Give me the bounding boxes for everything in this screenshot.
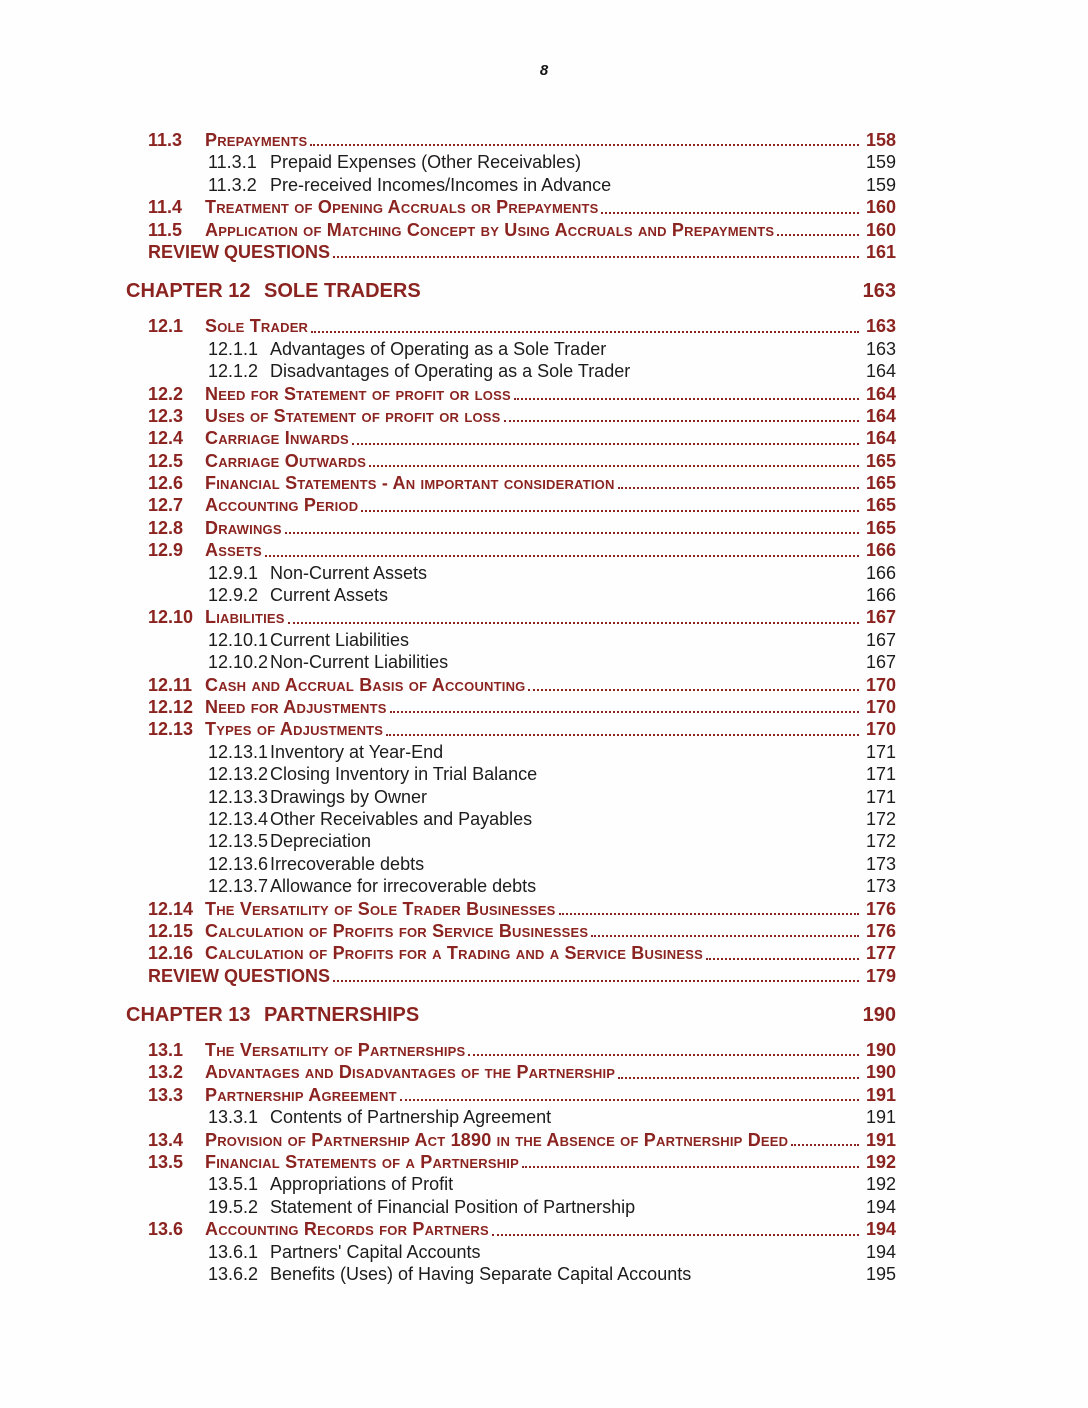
subsection-number: 12.1.1 <box>208 338 259 359</box>
toc-section-row <box>126 196 896 218</box>
subsection-page-number: 167 <box>865 629 896 650</box>
section-title: Provision of Partnership Act 1890 in the Absence of Partnership Deed <box>205 1129 789 1150</box>
subsection-title: Non-Current Liabilities <box>270 652 449 673</box>
section-page-number: 170 <box>865 674 896 695</box>
subsection-title: Inventory at Year-End <box>270 741 444 762</box>
toc-section-row <box>126 1039 896 1061</box>
leader-dots <box>285 532 859 534</box>
chapter-label: CHAPTER 13 <box>126 1004 251 1027</box>
section-title: Cash and Accrual Basis of Accounting <box>205 674 526 695</box>
toc-subsection-row <box>126 1263 896 1285</box>
section-number: 13.5 <box>148 1152 184 1173</box>
subsection-title: Irrecoverable debts <box>270 853 425 874</box>
section-number: 12.13 <box>148 719 194 740</box>
section-page-number: 176 <box>865 898 896 919</box>
subsection-number: 12.13.5 <box>208 831 269 852</box>
subsection-page-number: 171 <box>865 741 896 762</box>
toc-subsection-row <box>126 830 896 852</box>
toc-section-row <box>126 920 896 942</box>
toc-review-row <box>126 965 896 987</box>
leader-dots <box>777 234 859 236</box>
toc-section-row <box>126 472 896 494</box>
section-page-number: 164 <box>865 405 896 426</box>
toc-section-row <box>126 219 896 241</box>
toc-section-row <box>126 696 896 718</box>
section-page-number: 163 <box>865 316 896 337</box>
section-title: Need for Statement of profit or loss <box>205 383 511 404</box>
section-number: 12.10 <box>148 607 194 628</box>
toc-subsection-row <box>126 1241 896 1263</box>
toc-subsection-row <box>126 151 896 173</box>
leader-dots <box>791 1144 859 1146</box>
toc-review-row <box>126 241 896 263</box>
subsection-title: Prepaid Expenses (Other Receivables) <box>270 152 582 173</box>
section-number: 13.6 <box>148 1219 184 1240</box>
section-title: Financial Statements - An important consideration <box>205 473 615 494</box>
toc-subsection-row <box>126 629 896 651</box>
section-title: Advantages and Disadvantages of the Partnership <box>205 1062 616 1083</box>
toc-subsection-row <box>126 763 896 785</box>
section-number: 13.4 <box>148 1129 184 1150</box>
toc-section-row <box>126 898 896 920</box>
subsection-number: 13.5.1 <box>208 1174 259 1195</box>
toc-section-row <box>126 1151 896 1173</box>
leader-dots <box>618 487 859 489</box>
toc-subsection-row <box>126 338 896 360</box>
section-page-number: 165 <box>865 473 896 494</box>
leader-dots <box>528 689 859 691</box>
subsection-number: 12.9.1 <box>208 562 259 583</box>
toc-subsection-row <box>126 853 896 875</box>
section-page-number: 191 <box>865 1084 896 1105</box>
review-page-number: 179 <box>865 965 896 986</box>
section-title: Carriage Inwards <box>205 428 349 449</box>
toc-section-row <box>126 405 896 427</box>
section-page-number: 158 <box>865 130 896 150</box>
toc-subsection-row <box>126 360 896 382</box>
section-page-number: 160 <box>865 219 896 240</box>
section-page-number: 167 <box>865 607 896 628</box>
subsection-page-number: 192 <box>865 1174 896 1195</box>
section-title: Partnership Agreement <box>205 1084 397 1105</box>
section-title: Application of Matching Concept by Using Accruals and Prepayments <box>205 219 775 240</box>
subsection-title: Pre-received Incomes/Incomes in Advance <box>270 174 612 195</box>
toc-section-row <box>126 1129 896 1151</box>
subsection-number: 11.3.1 <box>208 152 257 173</box>
section-number: 11.5 <box>148 219 183 240</box>
leader-dots <box>390 711 859 713</box>
subsection-title: Closing Inventory in Trial Balance <box>270 764 538 785</box>
page-number: 8 <box>539 62 549 79</box>
chapter-title: PARTNERSHIPS <box>264 1004 420 1027</box>
subsection-number: 12.13.3 <box>208 786 269 807</box>
leader-dots <box>369 465 859 467</box>
subsection-title: Non-Current Assets <box>270 562 428 583</box>
section-number: 11.4 <box>148 197 183 218</box>
subsection-number: 12.10.2 <box>208 652 269 673</box>
subsection-page-number: 159 <box>865 152 896 173</box>
toc-section-row <box>126 1061 896 1083</box>
section-number: 12.12 <box>148 696 194 717</box>
subsection-page-number: 173 <box>865 876 896 897</box>
chapter-page-number: 163 <box>862 280 896 303</box>
section-title: Calculation of Profits for Service Businesses <box>205 920 589 941</box>
leader-dots <box>514 398 859 400</box>
section-number: 12.16 <box>148 943 194 964</box>
subsection-number: 19.5.2 <box>208 1196 259 1217</box>
subsection-page-number: 173 <box>865 853 896 874</box>
section-page-number: 164 <box>865 428 896 449</box>
review-title: REVIEW QUESTIONS <box>148 965 331 986</box>
leader-dots <box>601 212 859 214</box>
section-number: 12.14 <box>148 898 194 919</box>
subsection-number: 12.9.2 <box>208 585 259 606</box>
section-page-number: 166 <box>865 540 896 561</box>
toc-section-row <box>126 718 896 740</box>
section-title: Prepayments <box>205 130 308 150</box>
subsection-title: Current Assets <box>270 585 389 606</box>
section-title: Uses of Statement of profit or loss <box>205 405 501 426</box>
toc-subsection-row <box>126 875 896 897</box>
section-page-number: 176 <box>865 920 896 941</box>
section-page-number: 192 <box>865 1152 896 1173</box>
toc-subsection-row <box>126 651 896 673</box>
subsection-number: 12.13.1 <box>208 741 269 762</box>
section-number: 12.6 <box>148 473 184 494</box>
leader-dots <box>468 1054 859 1056</box>
section-number: 12.2 <box>148 383 184 404</box>
chapter-title: SOLE TRADERS <box>264 280 421 303</box>
subsection-number: 13.6.1 <box>208 1241 259 1262</box>
subsection-page-number: 171 <box>865 764 896 785</box>
section-number: 12.8 <box>148 517 184 538</box>
section-title: Types of Adjustments <box>205 719 384 740</box>
toc-section-row <box>126 129 896 151</box>
subsection-page-number: 166 <box>865 585 896 606</box>
toc-section-row <box>126 494 896 516</box>
leader-dots <box>311 331 859 333</box>
toc-section-row <box>126 942 896 964</box>
section-title: The Versatility of Sole Trader Businesses <box>205 898 556 919</box>
section-page-number: 164 <box>865 383 896 404</box>
leader-dots <box>706 958 859 960</box>
section-number: 13.1 <box>148 1040 184 1061</box>
leader-dots <box>333 256 859 258</box>
subsection-page-number: 194 <box>865 1241 896 1262</box>
subsection-number: 12.1.2 <box>208 361 259 382</box>
section-number: 12.3 <box>148 405 184 426</box>
leader-dots <box>310 144 859 146</box>
section-title: Carriage Outwards <box>205 450 367 471</box>
subsection-number: 12.13.6 <box>208 853 269 874</box>
section-number: 12.4 <box>148 428 184 449</box>
section-page-number: 165 <box>865 450 896 471</box>
toc-subsection-row <box>126 562 896 584</box>
leader-dots <box>288 622 859 624</box>
subsection-page-number: 166 <box>865 562 896 583</box>
subsection-page-number: 167 <box>865 652 896 673</box>
toc-section-row <box>126 606 896 628</box>
section-title: Accounting Records for Partners <box>205 1219 489 1240</box>
section-number: 13.3 <box>148 1084 184 1105</box>
subsection-page-number: 163 <box>865 338 896 359</box>
subsection-number: 12.13.7 <box>208 876 269 897</box>
leader-dots <box>559 913 859 915</box>
leader-dots <box>618 1077 859 1079</box>
section-title: Accounting Period <box>205 495 359 516</box>
leader-dots <box>591 935 859 937</box>
subsection-title: Appropriations of Profit <box>270 1174 454 1195</box>
toc-subsection-row <box>126 174 896 196</box>
section-number: 12.9 <box>148 540 184 561</box>
subsection-title: Other Receivables and Payables <box>270 808 533 829</box>
subsection-number: 13.3.1 <box>208 1107 259 1128</box>
chapter-page-number: 190 <box>862 1004 896 1027</box>
section-number: 12.7 <box>148 495 184 516</box>
section-title: Sole Trader <box>205 316 309 337</box>
toc-subsection-row <box>126 786 896 808</box>
section-page-number: 160 <box>865 197 896 218</box>
section-number: 12.15 <box>148 920 194 941</box>
toc-section-row <box>126 383 896 405</box>
subsection-title: Benefits (Uses) of Having Separate Capital Accounts <box>270 1263 692 1284</box>
subsection-title: Contents of Partnership Agreement <box>270 1107 552 1128</box>
section-title: Assets <box>205 540 262 561</box>
section-title: The Versatility of Partnerships <box>205 1040 466 1061</box>
toc-section-row <box>126 539 896 561</box>
section-title: Need for Adjustments <box>205 696 387 717</box>
section-number: 11.3 <box>148 130 183 150</box>
chapter-heading-row <box>126 277 896 305</box>
toc-section-row <box>126 517 896 539</box>
section-title: Liabilities <box>205 607 285 628</box>
leader-dots <box>386 734 859 736</box>
subsection-page-number: 195 <box>865 1263 896 1284</box>
section-page-number: 165 <box>865 495 896 516</box>
subsection-page-number: 171 <box>865 786 896 807</box>
leader-dots <box>400 1099 859 1101</box>
subsection-title: Partners' Capital Accounts <box>270 1241 481 1262</box>
toc-subsection-row <box>126 1106 896 1128</box>
leader-dots <box>361 510 859 512</box>
section-number: 12.1 <box>148 316 184 337</box>
leader-dots <box>504 420 859 422</box>
subsection-title: Current Liabilities <box>270 629 410 650</box>
subsection-number: 12.10.1 <box>208 629 269 650</box>
section-page-number: 170 <box>865 696 896 717</box>
subsection-title: Statement of Financial Position of Partnership <box>270 1196 636 1217</box>
subsection-number: 12.13.2 <box>208 764 269 785</box>
toc-section-row <box>126 315 896 337</box>
section-page-number: 190 <box>865 1040 896 1061</box>
section-title: Treatment of Opening Accruals or Prepayments <box>205 197 599 218</box>
subsection-page-number: 159 <box>865 174 896 195</box>
review-title: REVIEW QUESTIONS <box>148 241 331 262</box>
toc-subsection-row <box>126 584 896 606</box>
subsection-title: Disadvantages of Operating as a Sole Trader <box>270 361 631 382</box>
section-title: Calculation of Profits for a Trading and a Service Business <box>205 943 703 964</box>
subsection-page-number: 172 <box>865 831 896 852</box>
toc-list <box>126 129 896 1285</box>
toc-subsection-row <box>126 1173 896 1195</box>
section-page-number: 194 <box>865 1219 896 1240</box>
subsection-page-number: 172 <box>865 808 896 829</box>
subsection-page-number: 164 <box>865 361 896 382</box>
subsection-page-number: 194 <box>865 1196 896 1217</box>
review-page-number: 161 <box>865 241 896 262</box>
subsection-title: Depreciation <box>270 831 372 852</box>
leader-dots <box>492 1234 859 1236</box>
section-page-number: 190 <box>865 1062 896 1083</box>
leader-dots <box>265 555 859 557</box>
section-number: 13.2 <box>148 1062 184 1083</box>
toc-section-row <box>126 450 896 472</box>
subsection-number: 11.3.2 <box>208 174 257 195</box>
section-title: Drawings <box>205 517 282 538</box>
toc-section-row <box>126 427 896 449</box>
toc-section-row <box>126 674 896 696</box>
toc-section-row <box>126 1084 896 1106</box>
section-page-number: 191 <box>865 1129 896 1150</box>
section-number: 12.5 <box>148 450 184 471</box>
subsection-page-number: 191 <box>865 1107 896 1128</box>
chapter-label: CHAPTER 12 <box>126 280 251 303</box>
leader-dots <box>333 980 859 982</box>
subsection-title: Drawings by Owner <box>270 786 428 807</box>
chapter-heading-row <box>126 1001 896 1029</box>
section-number: 12.11 <box>148 674 193 695</box>
subsection-title: Advantages of Operating as a Sole Trader <box>270 338 607 359</box>
toc-subsection-row <box>126 741 896 763</box>
subsection-number: 12.13.4 <box>208 808 269 829</box>
subsection-number: 13.6.2 <box>208 1263 259 1284</box>
subsection-title: Allowance for irrecoverable debts <box>270 876 537 897</box>
toc-subsection-row <box>126 1196 896 1218</box>
section-page-number: 170 <box>865 719 896 740</box>
leader-dots <box>352 443 859 445</box>
section-title: Financial Statements of a Partnership <box>205 1152 519 1173</box>
toc-subsection-row <box>126 808 896 830</box>
leader-dots <box>522 1166 859 1168</box>
section-page-number: 165 <box>865 517 896 538</box>
toc-section-row <box>126 1218 896 1240</box>
section-page-number: 177 <box>865 943 896 964</box>
